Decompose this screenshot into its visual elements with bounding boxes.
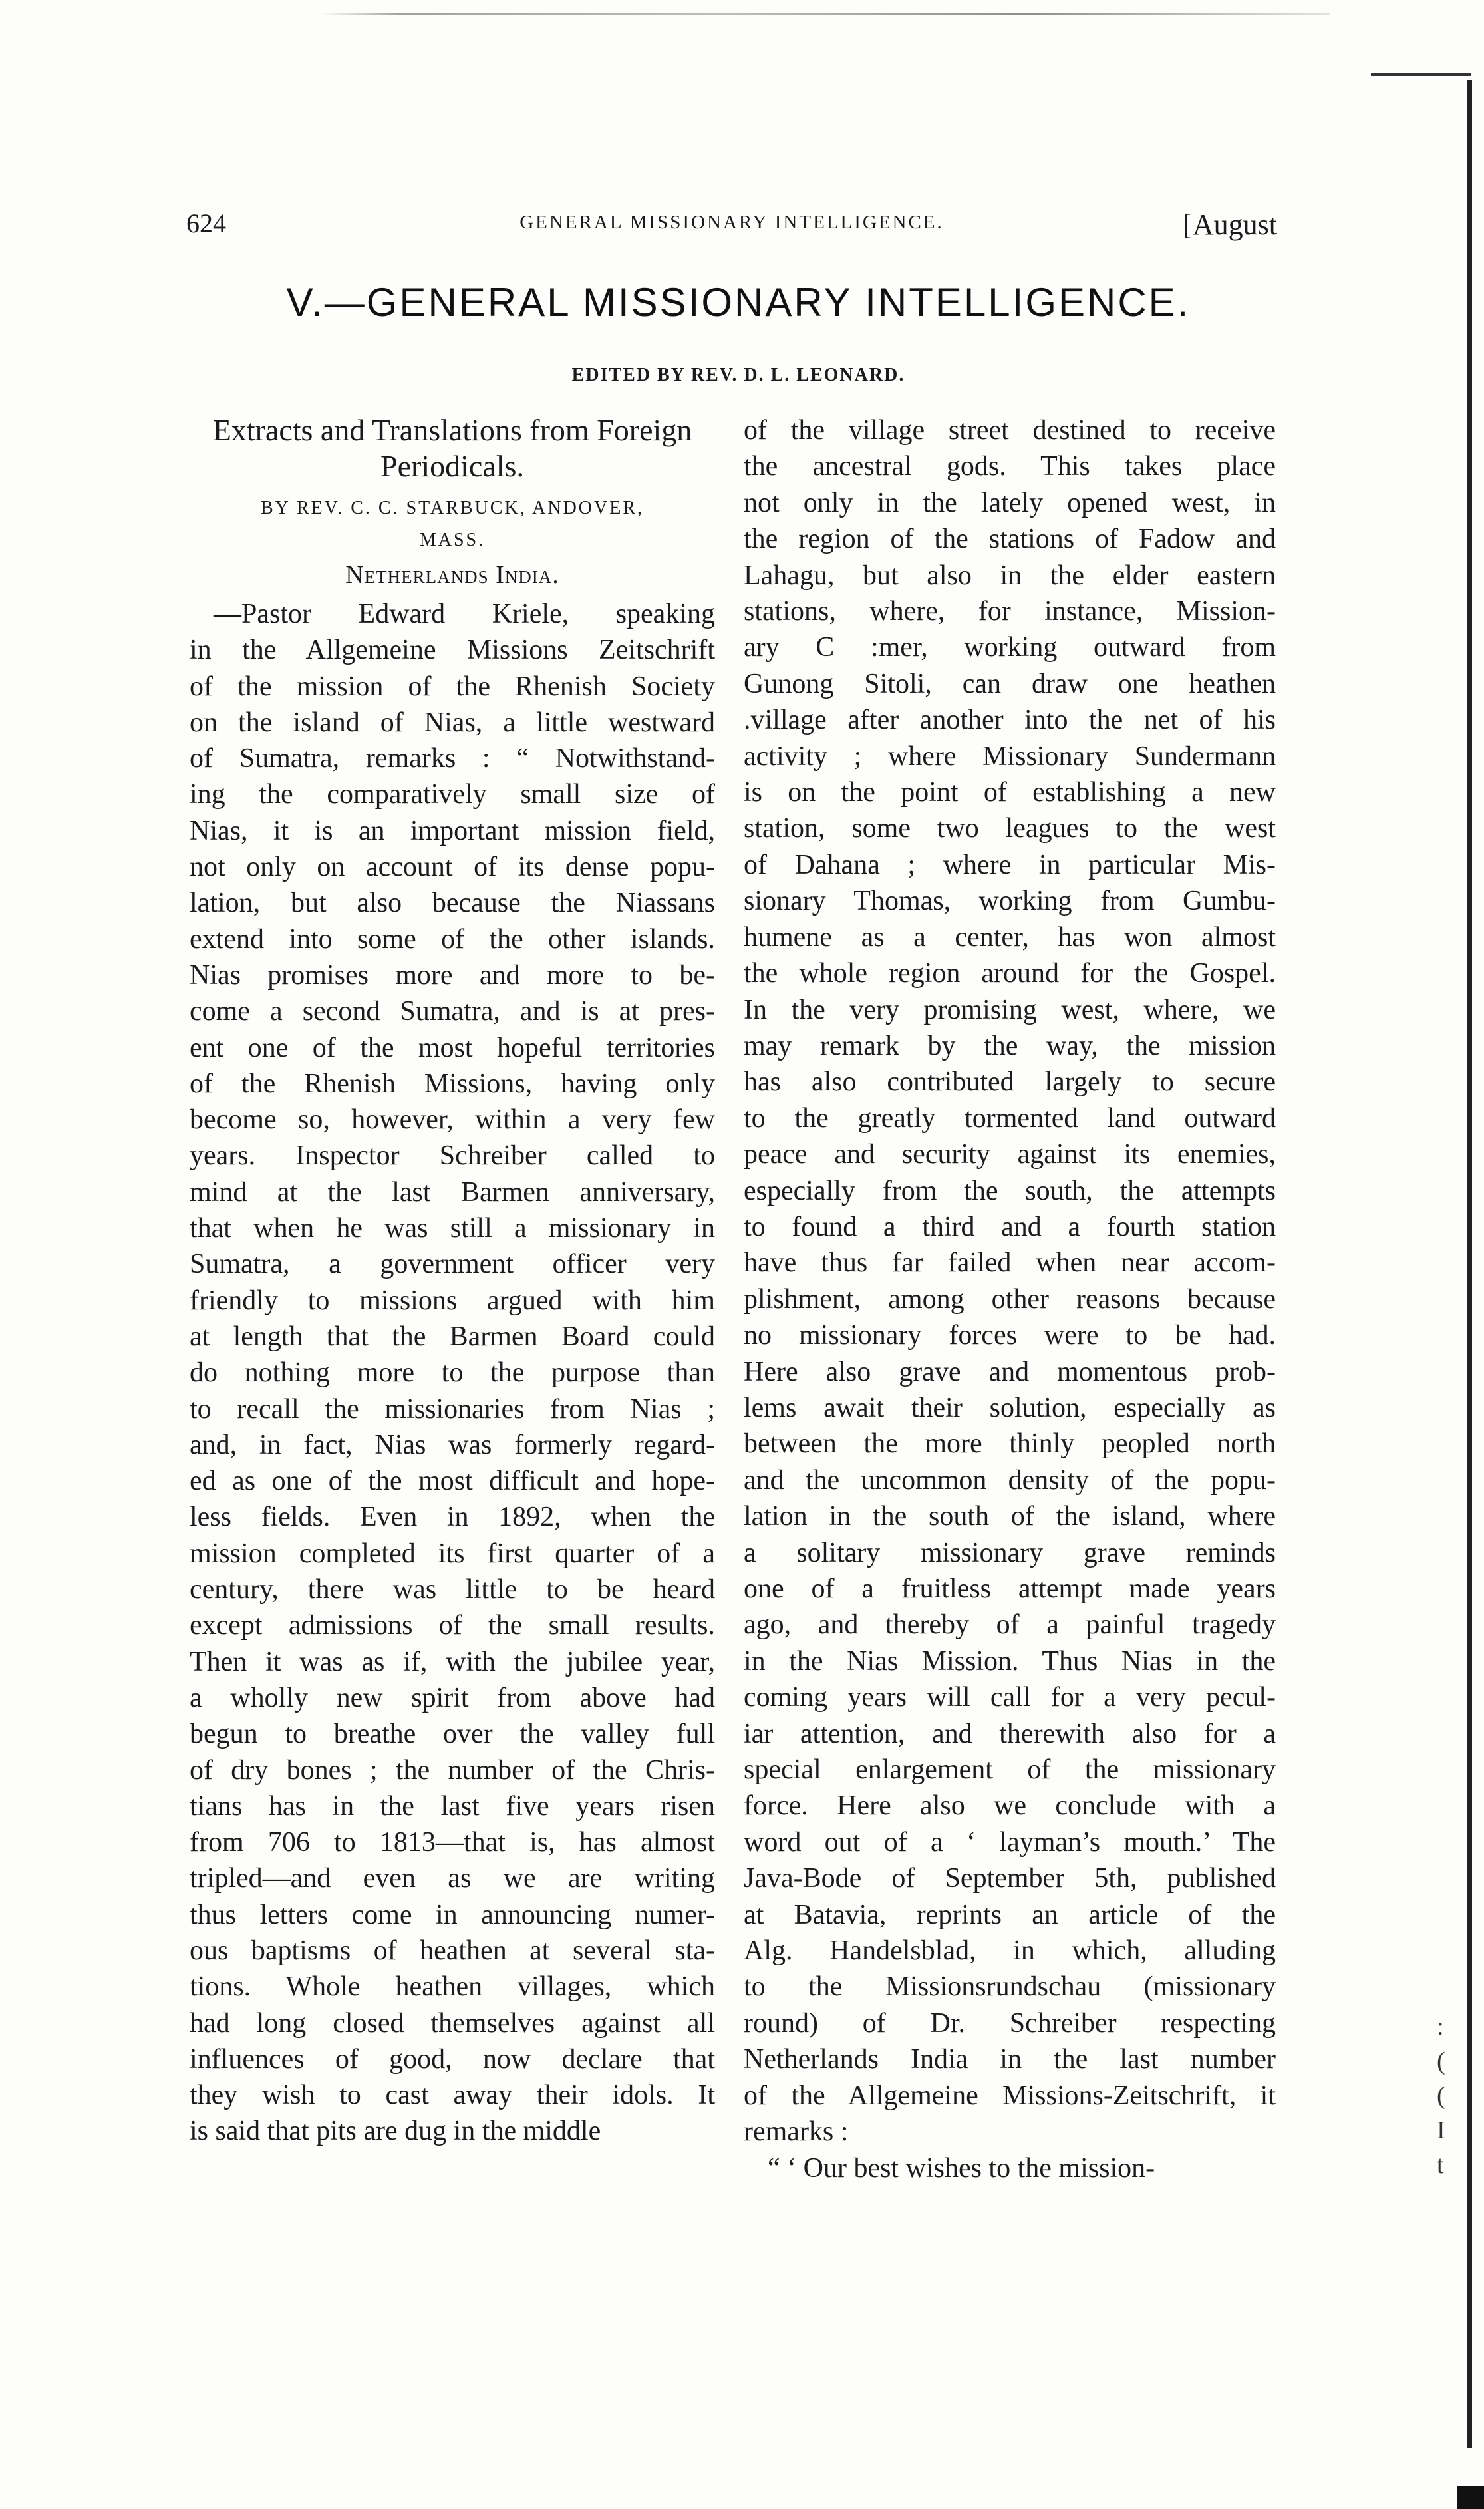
text-line: Alg. Handelsblad, in which, alluding <box>744 1935 1276 1967</box>
text-line: one of a fruitless attempt made years <box>744 1574 1276 1604</box>
running-head-title: GENERAL MISSIONARY INTELLIGENCE. <box>519 212 944 233</box>
article-subheading: Netherlands India. <box>345 561 559 589</box>
text-line: “ ‘ Our best wishes to the mission- <box>768 2152 1155 2184</box>
text-line: tripled—and even as we are writing <box>190 1863 715 1894</box>
byline-line: BY REV. C. C. STARBUCK, ANDOVER, <box>260 498 645 518</box>
text-line: is said that pits are dug in the middle <box>190 2116 601 2147</box>
text-line: less fields. Even in 1892, when the <box>190 1502 715 1533</box>
text-line: of Dahana ; where in particular Mis- <box>744 849 1276 880</box>
article-heading <box>190 413 715 484</box>
text-line: Gunong Sitoli, can draw one heathen <box>744 668 1276 699</box>
text-line: on the island of Nias, a little westward <box>190 707 715 738</box>
text-line: not only in the lately opened west, in <box>744 487 1276 518</box>
text-line: word out of a ‘ layman’s mouth.’ The <box>744 1826 1276 1858</box>
text-line: Java-Bode of September 5th, published <box>744 1863 1276 1894</box>
text-line: mission completed its first quarter of a <box>190 1538 715 1569</box>
text-line: force. Here also we conclude with a <box>744 1790 1276 1822</box>
text-line: become so, however, within a very few <box>190 1104 715 1136</box>
text-line: the ancestral gods. This takes place <box>744 451 1276 482</box>
text-line: a solitary missionary grave reminds <box>744 1537 1276 1568</box>
text-line: except admissions of the small results. <box>190 1610 715 1641</box>
scan-edge-top <box>319 13 1330 15</box>
text-line: that when he was still a missionary in <box>190 1213 715 1244</box>
text-line: of dry bones ; the number of the Chris- <box>190 1755 715 1786</box>
text-line: Here also grave and momentous prob- <box>744 1356 1276 1387</box>
right-column <box>744 413 1276 2186</box>
text-line: round) of Dr. Schreiber respecting <box>744 2007 1276 2039</box>
running-head <box>186 208 1277 248</box>
text-line: Nias promises more and more to be- <box>190 959 715 991</box>
text-line: ed as one of the most difficult and hope- <box>190 1466 715 1497</box>
text-line: Nias, it is an important mission field, <box>190 815 715 846</box>
text-line: years. Inspector Schreiber called to <box>190 1140 715 1172</box>
right-column-body <box>744 413 1276 2186</box>
left-column-body <box>190 596 715 2150</box>
margin-mark: t <box>1437 2151 1444 2179</box>
text-line: influences of good, now declare that <box>190 2043 715 2075</box>
text-line: humene as a center, has won almost <box>744 921 1276 953</box>
text-line: century, there was little to be heard <box>190 1574 715 1605</box>
text-line: ent one of the most hopeful territories <box>190 1032 715 1063</box>
text-line: coming years will call for a very pecul- <box>744 1682 1276 1713</box>
text-line: lems await their solution, especially as <box>744 1392 1276 1423</box>
text-line: ago, and thereby of a painful tragedy <box>744 1609 1276 1641</box>
text-line: lation, but also because the Niassans <box>190 888 715 919</box>
text-line: a wholly new spirit from above had <box>190 1682 715 1713</box>
editor-line: EDITED BY REV. D. L. LEONARD. <box>571 365 905 385</box>
text-line: especially from the south, the attempts <box>744 1175 1276 1206</box>
text-line: have thus far failed when near accom- <box>744 1248 1276 1279</box>
text-line: ing the comparatively small size of <box>190 779 715 810</box>
text-line: stations, where, for instance, Mission- <box>744 596 1276 627</box>
text-line: —Pastor Edward Kriele, speaking <box>214 599 715 629</box>
text-line: iar attention, and therewith also for a <box>744 1718 1276 1749</box>
text-line: they wish to cast away their idols. It <box>190 2080 715 2111</box>
margin-marks <box>1437 2009 1463 2182</box>
text-line: from 706 to 1813—that is, has almost <box>190 1827 715 1858</box>
margin-mark: : <box>1437 2013 1444 2041</box>
margin-mark: I <box>1437 2116 1445 2144</box>
text-line: In the very promising west, where, we <box>744 994 1276 1025</box>
margin-mark: ( <box>1437 2082 1445 2110</box>
text-line: and, in fact, Nias was formerly regard- <box>190 1429 715 1460</box>
text-line: no missionary forces were to be had. <box>744 1320 1276 1351</box>
text-line: of Sumatra, remarks : “ Notwithstand- <box>190 743 715 774</box>
text-line: sionary Thomas, working from Gumbu- <box>744 886 1276 917</box>
text-line: activity ; where Missionary Sundermann <box>744 741 1276 772</box>
text-line: between the more thinly peopled north <box>744 1428 1276 1460</box>
article-heading-line: Extracts and Translations from Foreign <box>212 413 692 447</box>
text-line: .village after another into the net of his <box>744 705 1276 736</box>
text-line: at Batavia, reprints an article of the <box>744 1899 1276 1930</box>
text-line: ary C :mer, working outward from <box>744 632 1276 663</box>
section-title: V.—GENERAL MISSIONARY INTELLIGENCE. <box>286 280 1191 325</box>
text-line: peace and security against its enemies, <box>744 1139 1276 1170</box>
article-byline <box>190 491 715 555</box>
text-line: come a second Sumatra, and is at pres- <box>190 996 715 1027</box>
text-line: mind at the last Barmen anniversary, <box>190 1176 715 1208</box>
text-line: begun to breathe over the valley full <box>190 1719 715 1750</box>
scan-edge-corner <box>1371 73 1471 76</box>
text-line: extend into some of the other islands. <box>190 923 715 955</box>
text-line: plishment, among other reasons because <box>744 1283 1276 1315</box>
text-line: friendly to missions argued with him <box>190 1285 715 1316</box>
article-heading-line: Periodicals. <box>380 449 524 483</box>
text-line: had long closed themselves against all <box>190 2007 715 2039</box>
byline-line: MASS. <box>419 530 486 550</box>
left-column <box>190 413 715 2150</box>
text-line: in the Allgemeine Missions Zeitschrift <box>190 635 715 666</box>
running-head-month: [August <box>1183 208 1277 241</box>
text-line: do nothing more to the purpose than <box>190 1357 715 1389</box>
scan-corner-blot <box>1457 2486 1484 2509</box>
text-line: to found a third and a fourth station <box>744 1211 1276 1242</box>
text-line: and the uncommon density of the popu- <box>744 1464 1276 1496</box>
text-line: is on the point of establishing a new <box>744 777 1276 808</box>
text-line: in the Nias Mission. Thus Nias in the <box>744 1645 1276 1677</box>
text-line: thus letters come in announcing numer- <box>190 1899 715 1930</box>
text-line: of the village street destined to receive <box>744 415 1276 446</box>
text-line: to the greatly tormented land outward <box>744 1102 1276 1134</box>
text-line: tians has in the last five years risen <box>190 1790 715 1822</box>
text-line: Then it was as if, with the jubilee year, <box>190 1646 715 1677</box>
text-line: station, some two leagues to the west <box>744 813 1276 844</box>
text-line: to the Missionsrundschau (missionary <box>744 1971 1276 2003</box>
text-line: Lahagu, but also in the elder eastern <box>744 560 1276 591</box>
text-line: the whole region around for the Gospel. <box>744 958 1276 989</box>
text-line: special enlargement of the missionary <box>744 1755 1276 1786</box>
text-line: of the mission of the Rhenish Society <box>190 671 715 702</box>
text-line: may remark by the way, the mission <box>744 1030 1276 1061</box>
text-line: ous baptisms of heathen at several sta- <box>190 1935 715 1966</box>
text-line: lation in the south of the island, where <box>744 1501 1276 1532</box>
text-line: to recall the missionaries from Nias ; <box>190 1393 715 1424</box>
scan-edge-right <box>1467 80 1472 2448</box>
margin-mark: ( <box>1437 2047 1445 2075</box>
text-line: tions. Whole heathen villages, which <box>190 1971 715 2003</box>
text-line: Netherlands India in the last number <box>744 2044 1276 2075</box>
text-line: not only on account of its dense popu- <box>190 852 715 883</box>
text-line: of the Allgemeine Missions-Zeitschrift, it <box>744 2080 1276 2111</box>
text-line: the region of the stations of Fadow and <box>744 524 1276 555</box>
text-line: at length that the Barmen Board could <box>190 1321 715 1352</box>
text-line: has also contributed largely to secure <box>744 1067 1276 1098</box>
text-line: of the Rhenish Missions, having only <box>190 1068 715 1099</box>
text-line: Sumatra, a government officer very <box>190 1249 715 1280</box>
page-number: 624 <box>186 208 226 238</box>
text-line: remarks : <box>744 2116 849 2148</box>
